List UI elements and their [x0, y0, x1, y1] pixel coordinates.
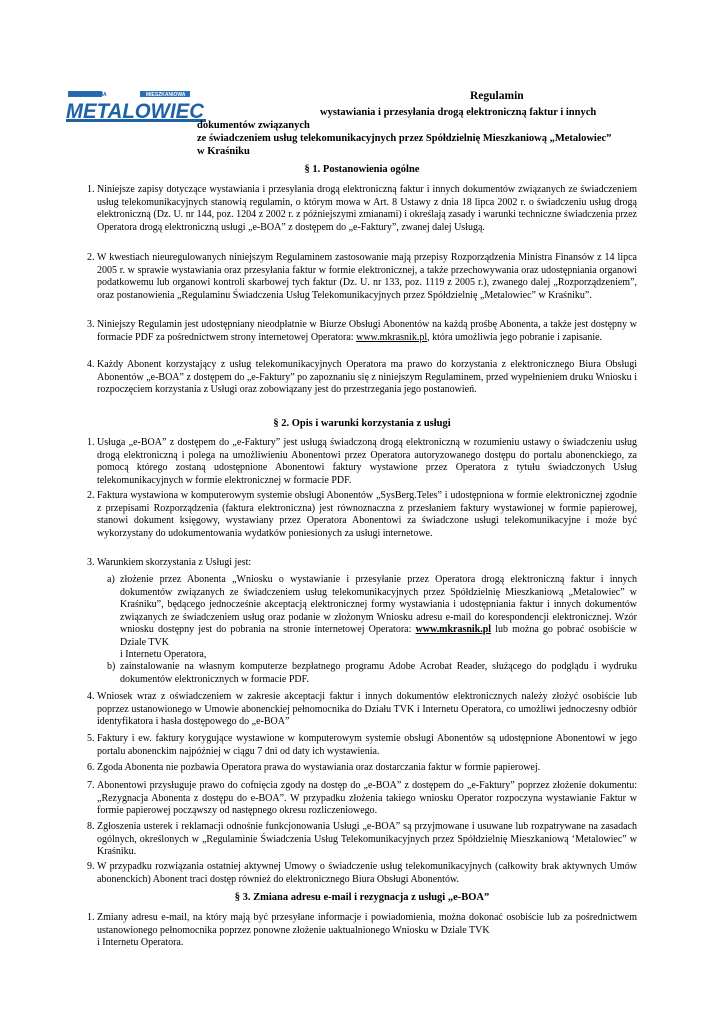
item-text: W kwestiach nieuregulowanych niniejszym Regulaminem zastosowanie mają przepisy Rozporządzenia Ministra Finansów z 14 lipca 2005 r. w sprawie wystawiania oraz przesyłania faktur w formie elektronicznej, a także przechowywania oraz udostępniania organowi podatkowemu lub organowi kontroli skarbowej tych faktur (Dz. U. nr 133, poz. 1119 z 2005 r.), zwanego dalej „Rozporządzeniem”, oraz postanowienia „Regulaminu Świadczenia Usług Telekomunikacyjnych przez Spółdzielnię „Metalowiec” w Kraśniku”.	[97, 252, 637, 301]
item-text-end: i Internetu Operatora.	[97, 937, 184, 948]
section-2-subitem-b	[107, 661, 637, 686]
section-2-item-9	[87, 861, 637, 886]
item-text: Zgłoszenia usterek i reklamacji odnośnie funkcjonowania Usługi „e-BOA” są przyjmowane i usuwane lub rozpatrywane na zasadach ogólnych, określonych w „Regulaminie Świadczenia Usług Telekomunikacyjnych przez Spółdzielnię Mieszkaniową ‘Metalowiec” w Kraśniku.	[97, 821, 637, 857]
section-2-item-8	[87, 821, 637, 859]
item-number: 7.	[87, 780, 95, 791]
section-2-item-2	[87, 490, 637, 540]
section-2-item-7	[87, 780, 637, 818]
section-2-heading: § 2. Opis i warunki korzystania z usługi	[273, 418, 451, 429]
item-number: 6.	[87, 762, 95, 773]
item-text: Abonentowi przysługuje prawo do cofnięcia zgody na dostęp do „e-BOA” z dostępem do „e-Faktury” poprzez złożenie dokumentu: „Rezygnacja Abonenta z dostępu do e-BOA”. W przypadku złożenia takiego wniosku Operator rozpoczyna wystawianie Faktur w formie papierowej począwszy od następnego okresu rozliczeniowego.	[97, 780, 637, 816]
website-link[interactable]: www.mkrasnik.pl	[356, 331, 428, 343]
item-text: Warunkiem skorzystania z Usługi jest:	[97, 557, 252, 568]
logo-graphic	[66, 89, 206, 129]
subitem-text-end: i Internetu Operatora,	[120, 649, 207, 660]
subitem-text-mid: lub można go pobrać osobiście w Dziale TVK	[120, 624, 637, 648]
item-number: 5.	[87, 733, 95, 744]
item-number: 1.	[87, 912, 95, 923]
item-number: 3.	[87, 319, 95, 330]
item-text: Usługa „e-BOA” z dostępem do „e-Faktury” jest usługą świadczoną drogą elektroniczną w rozumieniu ustawy o świadczeniu usług drogą elektroniczną i polega na umożliwieniu Abonentowi przez Operatora autoryzowanego dostępu do portalu abonenckiego, za pomocą którego zostaną udostępnione Abonentowi faktury wystawione przez Operatora z tytułu świadczonych Usług telekomunikacyjnych w formie elektronicznej w formacie PDF.	[97, 437, 637, 486]
section-1-heading: § 1. Postanowienia ogólne	[304, 164, 420, 175]
subtitle-line-2: dokumentów związanych	[197, 120, 310, 131]
website-link[interactable]: www.mkrasnik.pl	[415, 624, 492, 635]
subitem-letter: a)	[107, 574, 115, 585]
item-text: Zgoda Abonenta nie pozbawia Operatora prawa do wystawiania oraz dostarczania faktur w formie papierowej.	[97, 762, 541, 773]
subtitle-line-1: wystawiania i przesyłania drogą elektroniczną faktur i innych	[320, 107, 597, 118]
item-text: Faktury i ew. faktury korygujące wystawione w komputerowym systemie obsługi Abonentów są udostępnione Abonentowi w jego portalu abonenckim najpóźniej w ciągu 7 dni od daty ich wystawienia.	[97, 733, 637, 757]
item-number: 1.	[87, 184, 95, 195]
section-2-item-6	[87, 762, 637, 775]
item-number: 2.	[87, 490, 95, 501]
item-number: 8.	[87, 821, 95, 832]
section-2-item-1	[87, 437, 637, 487]
section-1-item-4	[87, 359, 637, 397]
subitem-text: złożenie przez Abonenta „Wniosku o wystawianie i przesyłanie przez Operatora drogą elektroniczną faktur i innych dokumentów związanych ze świadczeniem usług telekomunikacyjnych przez Spółdzielnię Mieszkaniową „Metalowiec” w Kraśniku”, będącego jednocześnie akceptacją elektronicznej formy wystawiania i udostępniania faktur i innych dokumentów związanych ze świadczeniem usług oraz podanie w złożonym Wniosku adresu e-mail do korespondencji elektronicznej. Wzór wniosku dostępny jest do pobrania na stronie internetowej Operatora:	[120, 574, 637, 635]
subtitle-line-4: w Kraśniku	[197, 146, 250, 157]
item-text: Zmiany adresu e-mail, na który mają być przesyłane informacje i powiadomienia, można dokonać osobiście lub za pośrednictwem ustanowionego pełnomocnika poprzez ponowne złożenie uaktualnionego Wniosku w Dziale TVK	[97, 912, 637, 936]
logo-top-text: SPÓŁDZIELNIA	[70, 92, 107, 98]
section-2-subitem-a	[107, 574, 637, 662]
item-text: Niniejszy Regulamin jest udostępniany nieodpłatnie w Biurze Obsługi Abonentów na każdą prośbę Abonenta, a także jest dostępny w formacie PDF za pośrednictwem strony internetowej Operatora:	[97, 319, 637, 343]
document-title: Regulamin	[470, 90, 524, 102]
item-number: 3.	[87, 557, 95, 568]
item-number: 9.	[87, 861, 95, 872]
item-text: Wniosek wraz z oświadczeniem w zakresie akceptacji faktur i innych dokumentów elektronicznych należy złożyć osobiście lub poprzez ustanowionego w Umowie abonenckiej pełnomocnika do Działu TVK i Internetu Operatora, co umożliwi jednoczesny odbiór identyfikatora i hasła dostępowego do „e-BOA”	[97, 691, 637, 727]
item-number: 4.	[87, 691, 95, 702]
section-2-item-4	[87, 691, 637, 729]
section-2-item-3	[87, 557, 637, 570]
item-number: 4.	[87, 359, 95, 370]
section-1-item-2	[87, 252, 637, 302]
item-text: Niniejsze zapisy dotyczące wystawiania i przesyłania drogą elektroniczną faktur i innych dokumentów związanych ze świadczeniem usług telekomunikacyjnych stanowią regulamin, o którym mowa w Art. 8 Ustawy z dnia 18 lipca 2002 r. o świadczeniu usług drogą elektroniczną (Dz. U. nr 144, poz. 1204 z 2002 r. z późniejszymi zmianami) i określają zasady i warunki techniczne świadczenia przez Operatora drogą elektroniczną usługi „e-BOA” z dostępem do „e-Faktury”, zwanej dalej Usługą.	[97, 184, 637, 233]
subitem-letter: b)	[107, 661, 116, 672]
item-number: 1.	[87, 437, 95, 448]
section-1-item-3	[87, 319, 637, 344]
section-3-heading: § 3. Zmiana adresu e-mail i rezygnacja z usługi „e-BOA”	[234, 892, 490, 903]
logo-main-text: METALOWIEC	[66, 100, 205, 123]
item-text-end: , która umożliwia jego pobranie i zapisanie.	[427, 331, 603, 343]
item-text: Każdy Abonent korzystający z usług telekomunikacyjnych Operatora ma prawo do korzystania z elektronicznego Biura Obsługi Abonentów „e-BOA” z dostępem do „e-Faktury” po zapoznaniu się z niniejszym Regulaminem, przed wypełnieniem druku Wniosku i rozpoczęciem korzystania z Usługi oraz zobowiązany jest do przestrzegania jego postanowień.	[97, 359, 637, 395]
subtitle-line-3: ze świadczeniem usług telekomunikacyjnych przez Spółdzielnię Mieszkaniową „Metalowiec”	[197, 133, 612, 144]
company-logo	[66, 89, 206, 129]
item-number: 2.	[87, 252, 95, 263]
section-1-item-1	[87, 184, 637, 234]
item-text: Faktura wystawiona w komputerowym systemie obsługi Abonentów „SysBerg.Teles” i udostępniona w formie elektronicznej zgodnie z przepisami Rozporządzenia (faktura elektroniczna) jest równoznaczna z przesłaniem faktury wystawionej w formie papierowej, stanowi dokument księgowy, wystawiany przez Operatora Abonentowi za świadczone usługi telekomunikacyjne i może być wykorzystany do udokumentowania wydatków poniesionych za usługi internetowe.	[97, 490, 637, 539]
section-2-item-5	[87, 733, 637, 758]
item-text: W przypadku rozwiązania ostatniej aktywnej Umowy o świadczenie usług telekomunikacyjnych (całkowity brak aktywnych Umów abonenckich) Abonent traci dostęp również do elektronicznego Biura Obsługi Abonentów.	[97, 861, 637, 885]
logo-top-right-text: MIESZKANIOWA	[146, 92, 186, 98]
subitem-text: zainstalowanie na własnym komputerze bezpłatnego programu Adobe Acrobat Reader, służącego do podglądu i wydruku dokumentów elektronicznych w formacie PDF.	[120, 661, 637, 685]
section-3-item-1	[87, 912, 637, 950]
